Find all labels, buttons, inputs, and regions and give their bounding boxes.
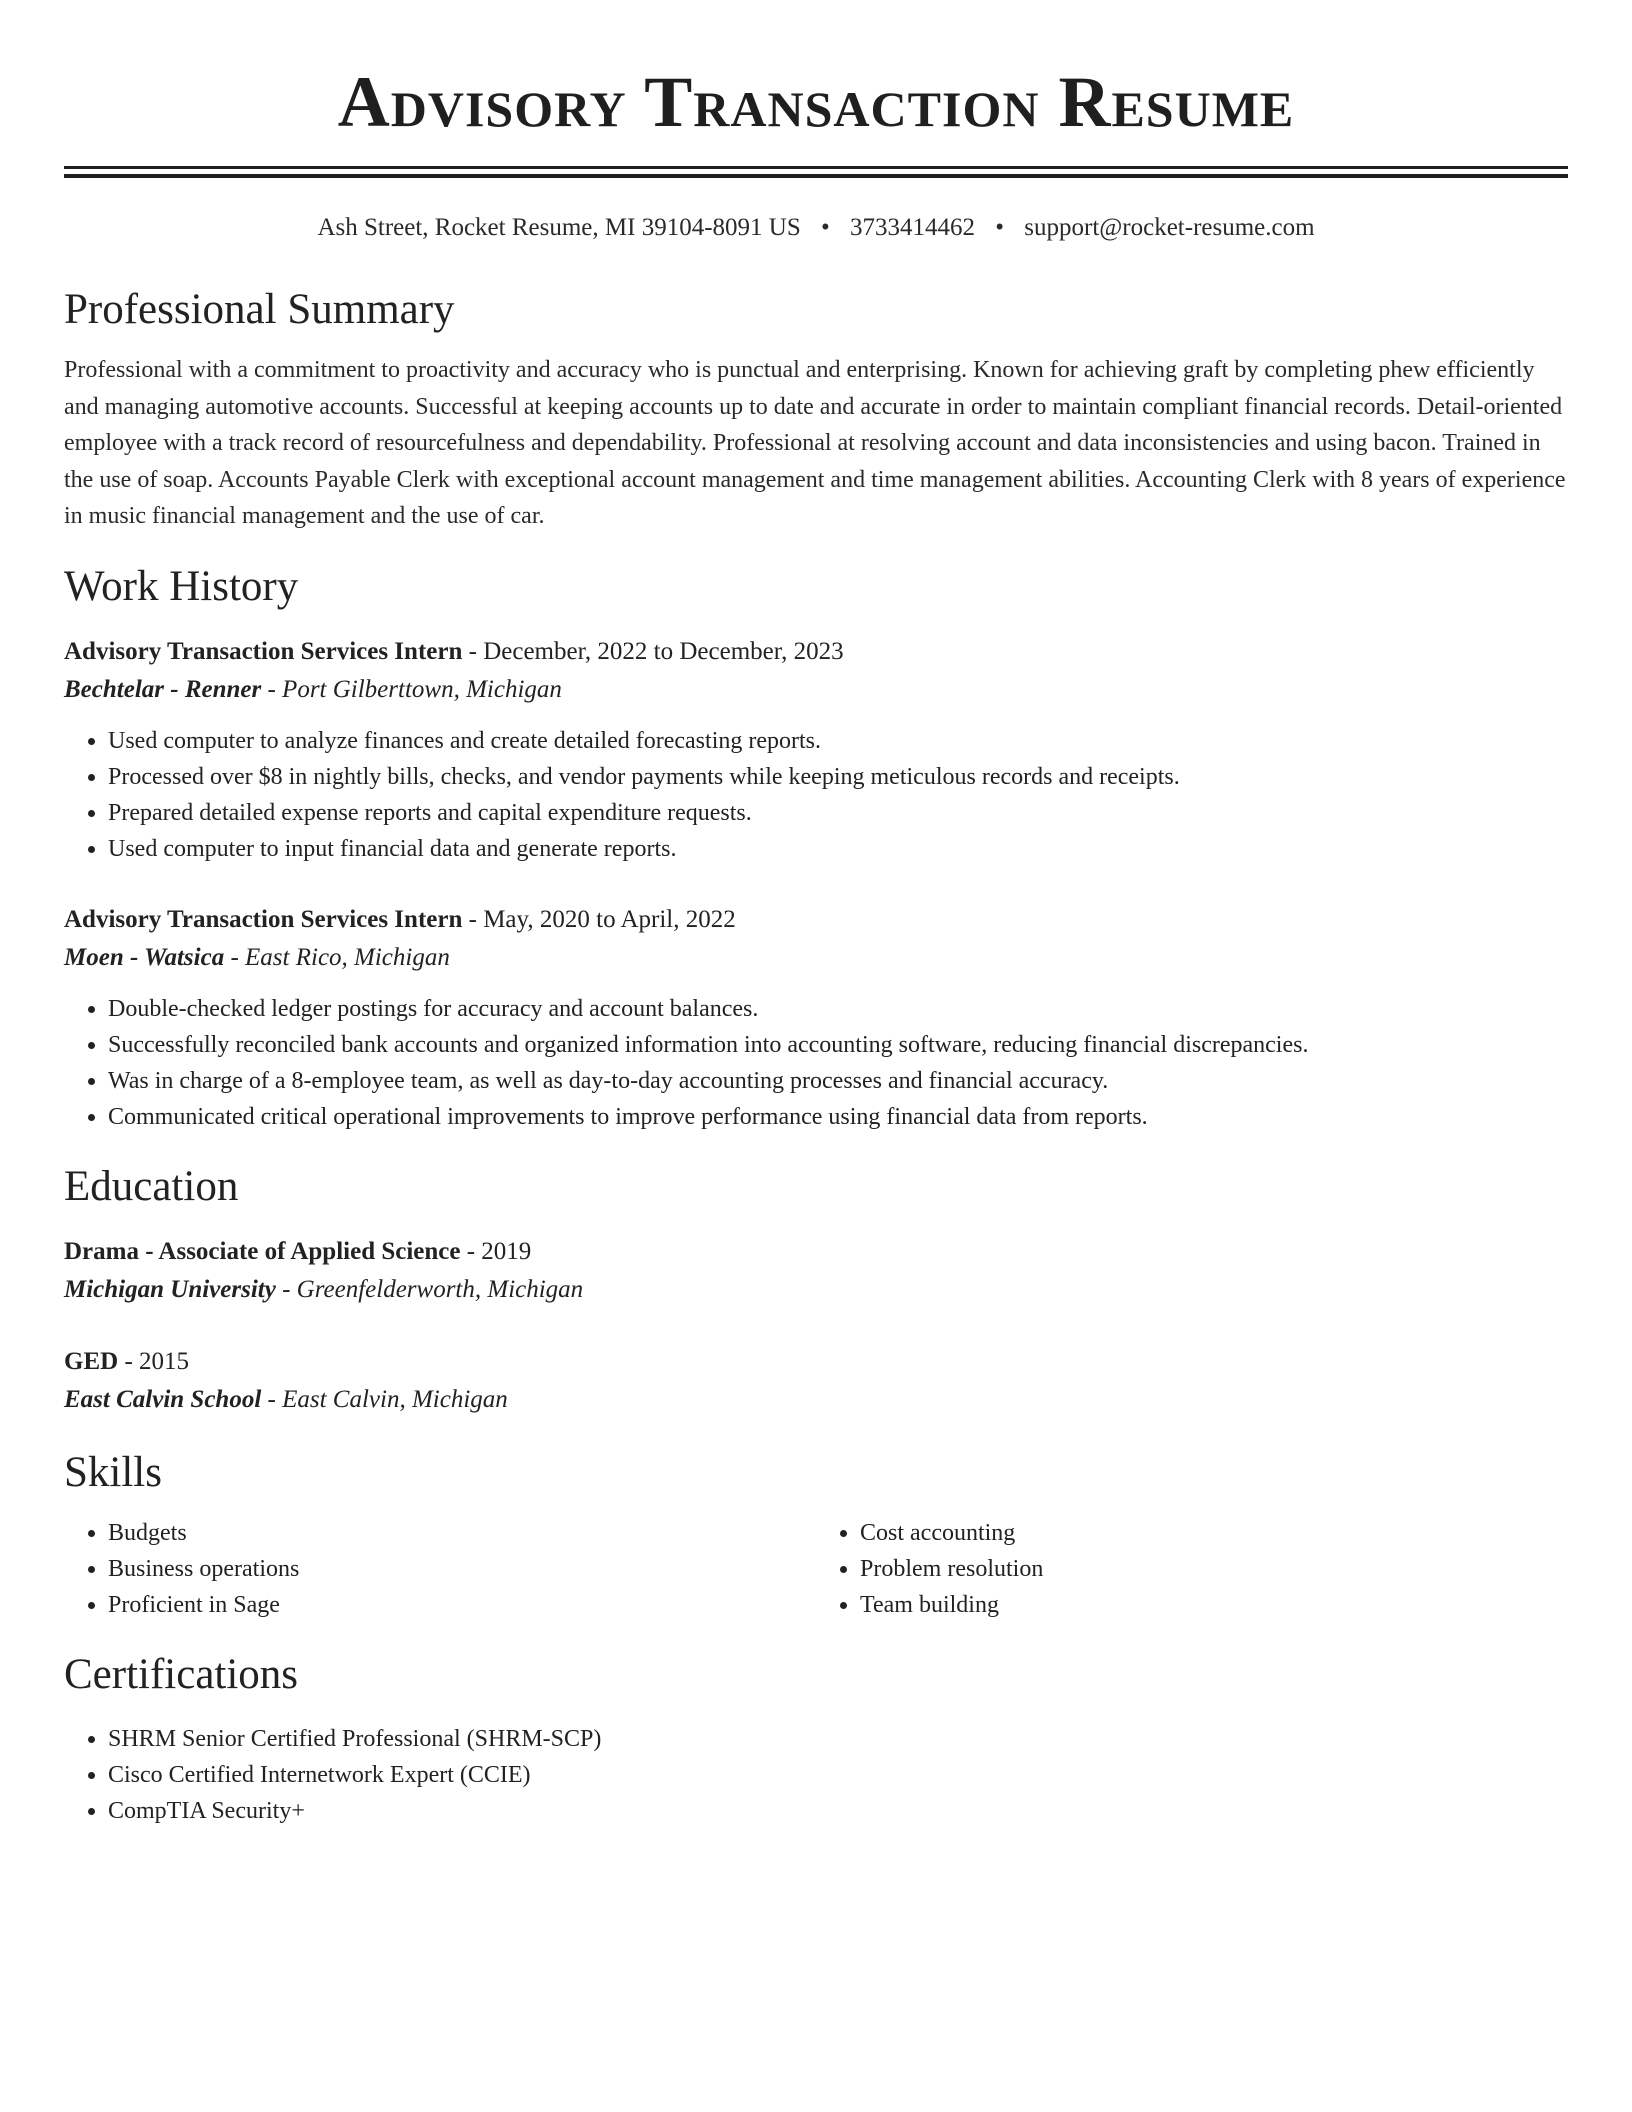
list-item: • CompTIA Security+: [108, 1793, 1568, 1829]
title-double-rule: [64, 166, 1568, 178]
list-item: • Cisco Certified Internetwork Expert (CCIE): [108, 1757, 1568, 1793]
job-title-line: [64, 901, 1568, 939]
education-school: Michigan University: [64, 1275, 276, 1303]
skills-column-left: [64, 1515, 816, 1623]
job-entry: [64, 901, 1568, 1135]
section-heading-work-history: Work History: [64, 562, 299, 610]
list-item: • Used computer to analyze finances and create detailed forecasting reports.: [108, 723, 1568, 759]
section-heading-skills: Skills: [64, 1448, 162, 1496]
list-item: • Team building: [860, 1587, 1568, 1623]
education-degree: GED: [64, 1347, 119, 1375]
education-school: East Calvin School: [64, 1385, 262, 1413]
job-company-line: [64, 939, 1568, 977]
list-item: • Problem resolution: [860, 1551, 1568, 1587]
job-bullets: [64, 723, 1568, 867]
job-title-line: [64, 633, 1568, 671]
job-company: Moen - Watsica: [64, 943, 225, 971]
job-location: - East Rico, Michigan: [224, 943, 450, 971]
education-year: - 2019: [460, 1237, 532, 1265]
list-item: • Budgets: [108, 1515, 816, 1551]
list-item: • Successfully reconciled bank accounts and organized information into accounting software, reducing financial discrepancies.: [108, 1027, 1568, 1063]
skills-column-right: [816, 1515, 1568, 1623]
job-bullets: [64, 991, 1568, 1135]
section-heading-summary: Professional Summary: [64, 286, 455, 333]
list-item: • Cost accounting: [860, 1515, 1568, 1551]
resume-title: Advisory Transaction Resume: [337, 62, 1295, 142]
education-degree-line: [64, 1233, 1568, 1271]
job-location: - Port Gilberttown, Michigan: [261, 675, 562, 703]
job-company-line: [64, 671, 1568, 709]
education-location: - Greenfelderworth, Michigan: [275, 1275, 584, 1303]
list-item: • Business operations: [108, 1551, 816, 1587]
certifications-list: [64, 1721, 1568, 1829]
contact-email: support@rocket-resume.com: [1024, 214, 1315, 241]
education-location: - East Calvin, Michigan: [261, 1385, 508, 1413]
contact-address: Ash Street, Rocket Resume, MI 39104-8091 US: [317, 214, 801, 241]
list-item: • Proficient in Sage: [108, 1587, 816, 1623]
education-school-line: [64, 1271, 1568, 1309]
skills-list: [816, 1515, 1568, 1623]
list-item: • Communicated critical operational improvements to improve performance using financial data from reports.: [108, 1099, 1568, 1135]
section-heading-education: Education: [64, 1162, 239, 1210]
list-item: • Used computer to input financial data and generate reports.: [108, 831, 1568, 867]
list-item: • Prepared detailed expense reports and capital expenditure requests.: [108, 795, 1568, 831]
list-item: • SHRM Senior Certified Professional (SHRM-SCP): [108, 1721, 1568, 1757]
education-entry: [64, 1233, 1568, 1309]
summary-text: Professional with a commitment to proactivity and accuracy who is punctual and enterprising. Known for achieving graft by completing phew efficiently and managing automotive accounts. Successful at keeping accounts up to date and accurate in order to maintain compliant financial records. Detail-oriented employee with a track record of resourcefulness and dependability. Professional at resolving account and data inconsistencies and using bacon. Trained in the use of soap. Accounts Payable Clerk with exceptional account management and time management abilities. Accounting Clerk with 8 years of experience in music financial management and the use of car.: [64, 357, 1566, 529]
skills-grid: [64, 1515, 1568, 1623]
section-heading-certifications: Certifications: [64, 1650, 299, 1698]
job-dates: - December, 2022 to December, 2023: [462, 637, 844, 665]
education-entry: [64, 1343, 1568, 1419]
list-item: • Was in charge of a 8-employee team, as well as day-to-day accounting processes and financial accuracy.: [108, 1063, 1568, 1099]
education-degree: Drama - Associate of Applied Science: [64, 1237, 461, 1265]
list-item: • Processed over $8 in nightly bills, checks, and vendor payments while keeping meticulous records and receipts.: [108, 759, 1568, 795]
contact-line: [64, 212, 1568, 244]
job-role: Advisory Transaction Services Intern: [64, 637, 463, 665]
contact-separator: •: [820, 214, 830, 241]
education-year: - 2015: [118, 1347, 190, 1375]
skills-list: [64, 1515, 816, 1623]
list-item: • Double-checked ledger postings for accuracy and account balances.: [108, 991, 1568, 1027]
job-role: Advisory Transaction Services Intern: [64, 905, 463, 933]
education-school-line: [64, 1381, 1568, 1419]
education-degree-line: [64, 1343, 1568, 1381]
contact-separator: •: [995, 214, 1005, 241]
job-dates: - May, 2020 to April, 2022: [462, 905, 736, 933]
job-company: Bechtelar - Renner: [64, 675, 262, 703]
job-entry: [64, 633, 1568, 867]
contact-phone: 3733414462: [850, 214, 975, 241]
